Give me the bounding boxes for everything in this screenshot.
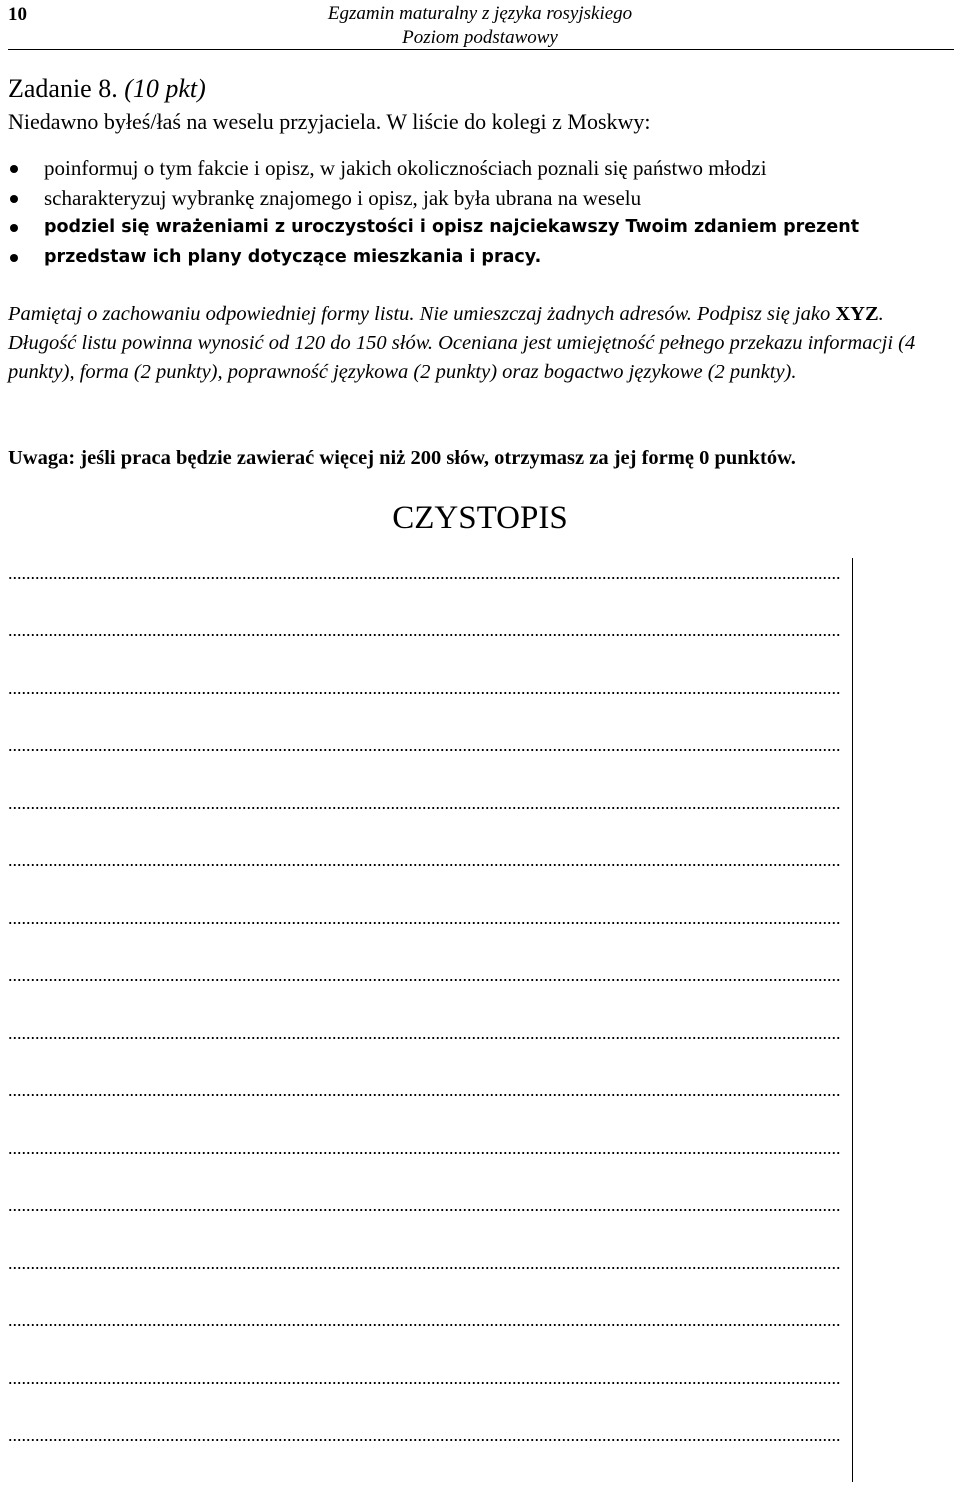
margin-line — [852, 558, 853, 1482]
signature-name: XYZ — [835, 303, 878, 325]
answer-line[interactable] — [8, 570, 840, 628]
instructions-text-continued: . Długość listu powinna wynosić od 120 do 150 słów. Oceniana jest umiejętność pełnego przekazu informacji (4 punkty), forma (2 punkty), poprawność językowa (2 punkty) oraz bogactwo językowe (2 punkty). — [8, 303, 915, 383]
answer-line[interactable] — [8, 800, 840, 858]
task-instructions — [8, 300, 956, 387]
page-header — [0, 2, 960, 50]
answer-line[interactable] — [8, 1030, 840, 1088]
answer-line[interactable] — [8, 1318, 840, 1376]
answer-section-heading: CZYSTOPIS — [0, 500, 960, 537]
task-number: Zadanie 8. — [8, 74, 118, 103]
answer-line[interactable] — [8, 743, 840, 801]
header-divider — [8, 49, 954, 50]
answer-lines — [8, 570, 840, 1490]
task-bullet-list — [0, 154, 859, 272]
task-intro: Niedawno byłeś/łaś na weselu przyjaciela. W liście do kolegi z Moskwy: — [8, 108, 651, 136]
word-limit-warning: Uwaga: jeśli praca będzie zawierać więcej niż 200 słów, otrzymasz za jej formę 0 punktów. — [8, 447, 796, 470]
bullet-item: podziel się wrażeniami z uroczystości i opisz najciekawszy Twoim zdaniem prezent — [0, 213, 859, 243]
bullet-item: scharakteryzuj wybrankę znajomego i opisz, jak była ubrana na weselu — [0, 184, 859, 214]
answer-line[interactable] — [8, 1088, 840, 1146]
answer-line[interactable] — [8, 1145, 840, 1203]
page-number: 10 — [8, 4, 27, 26]
answer-line[interactable] — [8, 685, 840, 743]
task-points: (10 pkt) — [124, 74, 206, 103]
task-title — [8, 74, 206, 104]
answer-line[interactable] — [8, 973, 840, 1031]
answer-line[interactable] — [8, 1260, 840, 1318]
answer-line[interactable] — [8, 1203, 840, 1261]
exam-title: Egzamin maturalny z języka rosyjskiego — [0, 2, 960, 26]
answer-line[interactable] — [8, 628, 840, 686]
exam-level: Poziom podstawowy — [0, 26, 960, 50]
bullet-item: przedstaw ich plany dotyczące mieszkania i pracy. — [0, 243, 859, 273]
answer-line[interactable] — [8, 1375, 840, 1433]
answer-line[interactable] — [8, 858, 840, 916]
instructions-text: Pamiętaj o zachowaniu odpowiedniej formy listu. Nie umieszczaj żadnych adresów. Podpisz się jako — [8, 303, 835, 325]
answer-line[interactable] — [8, 1433, 840, 1490]
answer-line[interactable] — [8, 915, 840, 973]
bullet-item: poinformuj o tym fakcie i opisz, w jakich okolicznościach poznali się państwo młodzi — [0, 154, 859, 184]
